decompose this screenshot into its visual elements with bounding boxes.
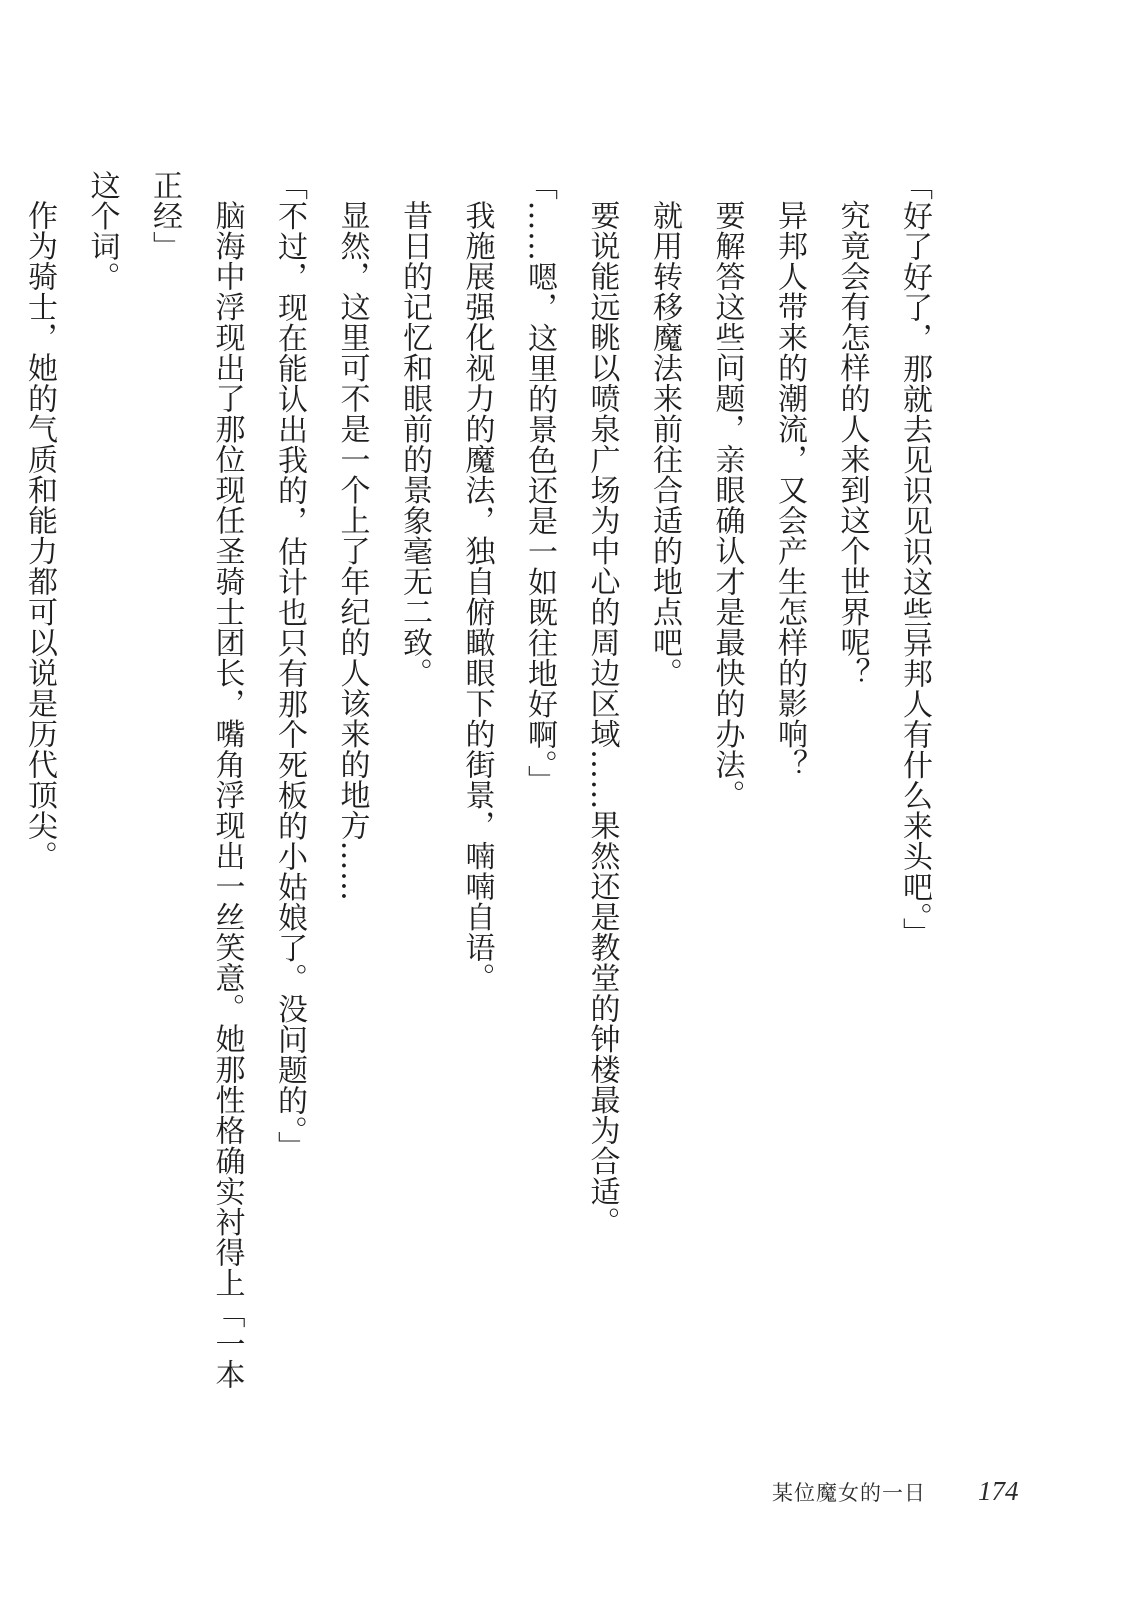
paragraph-line-11: 显然，这里可不是一个上了年纪的人该来的地方…… xyxy=(334,200,370,902)
page-footer xyxy=(772,1476,1072,1516)
page-number: 174 xyxy=(978,1476,1019,1506)
paragraph-line-9: 我施展强化视力的魔法，独自俯瞰眼下的街景，喃喃自语。 xyxy=(459,200,495,993)
paragraph-line-15: 作为骑士，她的气质和能力都可以说是历代顶尖。 xyxy=(22,200,57,871)
running-title: 某位魔女的一日 xyxy=(772,1481,926,1505)
paragraph-line-2: 究竟会有怎样的人来到这个世界呢？ xyxy=(834,200,870,688)
paragraph-line-13: 脑海中浮现出了那位现任圣骑士团长，嘴角浮现出一丝笑意。她那性格确实衬得上「一本正经」 xyxy=(147,170,245,1390)
vertical-text-body xyxy=(0,170,945,1410)
paragraph-line-6: 要说能远眺以喷泉广场为中心的周边区域……果然还是教堂的钟楼最为合适。 xyxy=(584,200,620,1237)
paragraph-line-4: 要解答这些问题，亲眼确认才是最快的办法。 xyxy=(709,200,745,810)
paragraph-line-5: 就用转移魔法来前往合适的地点吧。 xyxy=(647,200,682,688)
paragraph-line-14: 这个词。 xyxy=(84,170,120,292)
paragraph-line-12: 「不过，现在能认出我的，估计也只有那个死板的小姑娘了。没问题的。」 xyxy=(272,170,307,1162)
paragraph-line-1: 「好了好了，那就去见识见识这些异邦人有什么来头吧。」 xyxy=(897,170,932,948)
paragraph-line-3: 异邦人带来的潮流，又会产生怎样的影响？ xyxy=(772,200,807,780)
paragraph-line-8: 「……嗯，这里的景色还是一如既往地好啊。」 xyxy=(522,170,557,796)
paragraph-line-16 xyxy=(0,170,8,1410)
paragraph-line-10: 昔日的记忆和眼前的景象毫无二致。 xyxy=(397,200,432,688)
